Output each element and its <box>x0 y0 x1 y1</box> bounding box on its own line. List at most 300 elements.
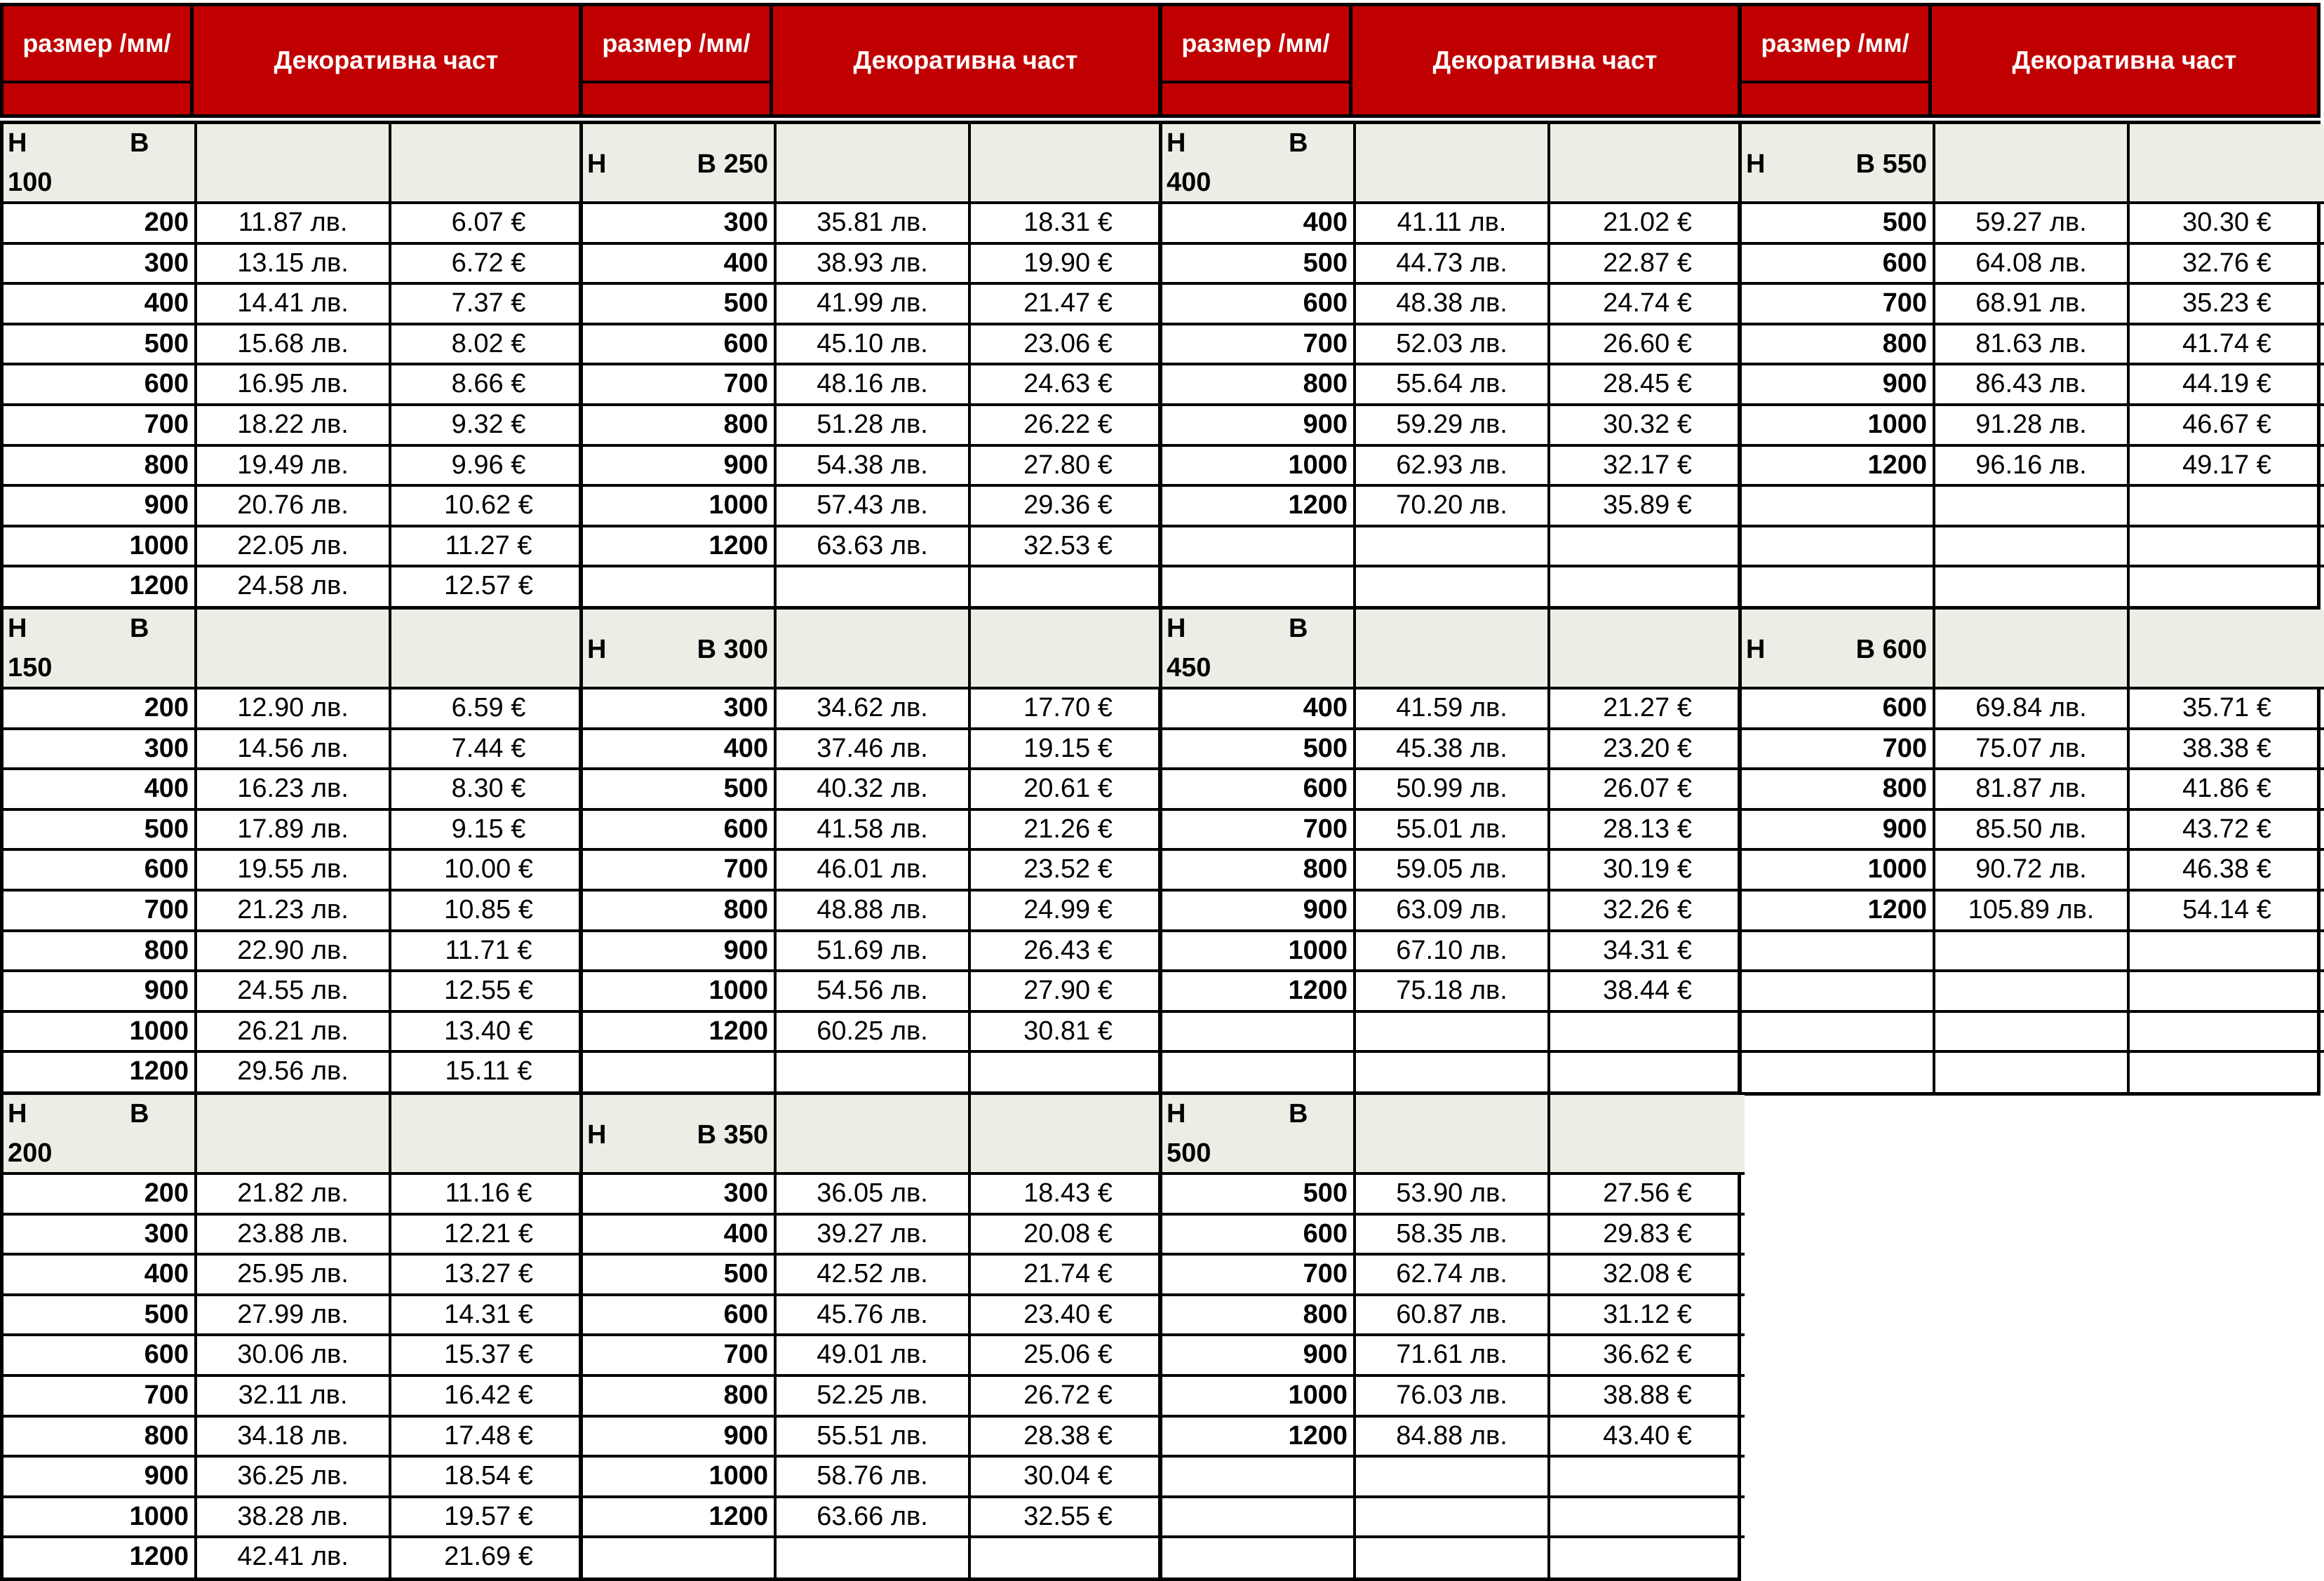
empty-row <box>1162 1013 1738 1054</box>
header-size-cell <box>579 3 773 118</box>
price-eur-cell: 30.30 € <box>2130 204 2324 245</box>
table-row <box>1162 1377 1738 1418</box>
price-eur-cell: 21.27 € <box>1550 689 1745 730</box>
size-cell: 1200 <box>4 1053 197 1094</box>
price-eur-cell <box>971 1053 1165 1094</box>
price-lv-cell: 27.99 лв. <box>197 1296 391 1337</box>
price-eur-cell: 29.83 € <box>1550 1216 1745 1256</box>
price-lv-cell: 60.87 лв. <box>1356 1296 1550 1337</box>
price-eur-cell: 23.52 € <box>971 851 1165 892</box>
size-cell: 1200 <box>583 1013 777 1054</box>
block-dimension-header <box>4 610 197 689</box>
width-label: B <box>130 614 149 643</box>
header-deco-label: Декоративна част <box>274 46 499 74</box>
price-lv-cell: 32.11 лв. <box>197 1377 391 1418</box>
price-lv-cell: 63.66 лв. <box>777 1498 971 1539</box>
price-lv-cell: 63.09 лв. <box>1356 892 1550 932</box>
height-value: 200 <box>8 1138 53 1168</box>
price-lv-cell <box>1935 932 2130 973</box>
size-cell <box>1162 1053 1356 1094</box>
price-lv-cell: 16.95 лв. <box>197 365 391 406</box>
table-row <box>1162 1216 1738 1256</box>
price-eur-cell: 32.17 € <box>1550 447 1745 487</box>
block-price-header <box>1550 1095 1745 1175</box>
size-cell: 1000 <box>1742 406 1935 447</box>
size-cell: 1000 <box>1162 447 1356 487</box>
table-row <box>1162 285 1738 325</box>
size-cell: 400 <box>583 730 777 771</box>
block-dimension-header <box>583 124 777 204</box>
price-lv-cell: 23.88 лв. <box>197 1216 391 1256</box>
table-row <box>1742 406 2317 447</box>
price-eur-cell: 35.23 € <box>2130 285 2324 325</box>
price-eur-cell: 34.31 € <box>1550 932 1745 973</box>
price-lv-cell: 52.03 лв. <box>1356 325 1550 366</box>
price-eur-cell: 6.59 € <box>391 689 586 730</box>
price-block <box>0 1091 582 1581</box>
price-lv-cell <box>1935 567 2130 608</box>
price-lv-cell: 68.91 лв. <box>1935 285 2130 325</box>
price-eur-cell: 35.89 € <box>1550 487 1745 527</box>
price-eur-cell: 18.43 € <box>971 1175 1165 1216</box>
price-lv-cell: 76.03 лв. <box>1356 1377 1550 1418</box>
table-row <box>4 1256 579 1296</box>
block-price-header <box>197 124 391 204</box>
price-lv-cell: 21.82 лв. <box>197 1175 391 1216</box>
size-cell: 900 <box>1742 365 1935 406</box>
price-eur-cell: 17.70 € <box>971 689 1165 730</box>
block-dimension-header <box>1162 610 1356 689</box>
price-lv-cell: 41.59 лв. <box>1356 689 1550 730</box>
price-eur-cell: 29.36 € <box>971 487 1165 527</box>
size-cell: 600 <box>583 325 777 366</box>
size-cell: 800 <box>4 1418 197 1458</box>
price-lv-cell <box>1935 487 2130 527</box>
size-cell: 500 <box>4 1296 197 1337</box>
price-eur-cell: 43.72 € <box>2130 811 2324 852</box>
table-row <box>1742 365 2317 406</box>
empty-row <box>1162 1538 1738 1579</box>
price-eur-cell <box>1550 1498 1745 1539</box>
table-row <box>1742 689 2317 730</box>
price-eur-cell: 41.86 € <box>2130 770 2324 811</box>
size-cell: 1000 <box>583 487 777 527</box>
table-row <box>4 1336 579 1377</box>
price-eur-cell <box>2130 527 2324 568</box>
price-eur-cell: 10.85 € <box>391 892 586 932</box>
price-eur-cell <box>2130 972 2324 1013</box>
size-cell: 800 <box>4 932 197 973</box>
size-cell: 400 <box>583 1216 777 1256</box>
size-cell: 800 <box>1162 851 1356 892</box>
size-cell: 300 <box>4 1216 197 1256</box>
price-eur-cell: 28.38 € <box>971 1418 1165 1458</box>
table-row <box>1162 1175 1738 1216</box>
price-lv-cell: 85.50 лв. <box>1935 811 2130 852</box>
price-lv-cell: 62.93 лв. <box>1356 447 1550 487</box>
price-lv-cell: 17.89 лв. <box>197 811 391 852</box>
table-row <box>583 1377 1158 1418</box>
size-cell <box>1162 1458 1356 1498</box>
size-cell: 1000 <box>4 1013 197 1054</box>
price-lv-cell: 24.58 лв. <box>197 567 391 608</box>
price-eur-cell: 13.40 € <box>391 1013 586 1054</box>
size-cell: 800 <box>4 447 197 487</box>
table-row <box>1742 811 2317 852</box>
price-block <box>1738 121 2320 610</box>
price-eur-cell <box>1550 1538 1745 1579</box>
header-size-label: размер /мм/ <box>583 6 770 83</box>
block-price-header <box>1356 610 1550 689</box>
table-row <box>4 972 579 1013</box>
table-row <box>583 1336 1158 1377</box>
table-row <box>1162 447 1738 487</box>
price-eur-cell: 14.31 € <box>391 1296 586 1337</box>
price-lv-cell: 59.05 лв. <box>1356 851 1550 892</box>
price-lv-cell: 59.29 лв. <box>1356 406 1550 447</box>
size-cell: 700 <box>1162 325 1356 366</box>
size-cell: 700 <box>583 1336 777 1377</box>
price-eur-cell <box>1550 567 1745 608</box>
table-row <box>4 245 579 285</box>
table-row <box>1162 325 1738 366</box>
price-eur-cell: 23.06 € <box>971 325 1165 366</box>
size-cell: 900 <box>583 447 777 487</box>
price-eur-cell: 7.44 € <box>391 730 586 771</box>
height-label: H <box>8 1099 27 1129</box>
block-price-header <box>2130 124 2324 204</box>
header-size-cell <box>1738 3 1932 118</box>
price-eur-cell: 9.32 € <box>391 406 586 447</box>
size-cell <box>583 567 777 608</box>
price-lv-cell: 38.28 лв. <box>197 1498 391 1539</box>
price-eur-cell <box>1550 1013 1745 1054</box>
table-row <box>4 730 579 771</box>
price-lv-cell: 55.64 лв. <box>1356 365 1550 406</box>
price-lv-cell <box>1356 567 1550 608</box>
price-eur-cell: 19.90 € <box>971 245 1165 285</box>
table-row <box>583 285 1158 325</box>
price-eur-cell <box>1550 1053 1745 1094</box>
price-eur-cell: 23.20 € <box>1550 730 1745 771</box>
price-block <box>579 1091 1162 1581</box>
price-lv-cell <box>777 1538 971 1579</box>
price-lv-cell: 42.52 лв. <box>777 1256 971 1296</box>
price-eur-cell: 38.38 € <box>2130 730 2324 771</box>
price-eur-cell: 41.74 € <box>2130 325 2324 366</box>
price-lv-cell <box>1935 1013 2130 1054</box>
size-cell: 700 <box>4 406 197 447</box>
size-cell: 1200 <box>1162 972 1356 1013</box>
table-row <box>4 365 579 406</box>
price-lv-cell: 24.55 лв. <box>197 972 391 1013</box>
header-deco-cell <box>770 3 1162 118</box>
size-cell: 800 <box>583 406 777 447</box>
size-cell: 200 <box>4 204 197 245</box>
price-lv-cell <box>1356 1498 1550 1539</box>
table-row <box>1742 851 2317 892</box>
header-size-label: размер /мм/ <box>1162 6 1349 83</box>
price-eur-cell: 32.55 € <box>971 1498 1165 1539</box>
price-lv-cell: 41.58 лв. <box>777 811 971 852</box>
header-size-label: размер /мм/ <box>4 6 190 83</box>
price-eur-cell: 32.26 € <box>1550 892 1745 932</box>
size-cell: 900 <box>4 487 197 527</box>
table-row <box>4 1498 579 1539</box>
size-cell: 400 <box>4 1256 197 1296</box>
empty-row <box>1742 567 2317 608</box>
price-lv-cell: 58.35 лв. <box>1356 1216 1550 1256</box>
table-row <box>4 406 579 447</box>
height-value: 400 <box>1167 168 1211 197</box>
height-label: H <box>8 614 27 643</box>
price-lv-cell <box>777 567 971 608</box>
empty-row <box>1742 972 2317 1013</box>
price-eur-cell: 24.99 € <box>971 892 1165 932</box>
table-row <box>4 1538 579 1579</box>
price-eur-cell: 18.31 € <box>971 204 1165 245</box>
table-row <box>583 1498 1158 1539</box>
table-row <box>4 1175 579 1216</box>
table-row <box>583 972 1158 1013</box>
size-cell: 1200 <box>1742 892 1935 932</box>
height-label: H <box>587 1120 607 1150</box>
price-lv-cell: 34.18 лв. <box>197 1418 391 1458</box>
price-eur-cell: 11.27 € <box>391 527 586 568</box>
height-label: H <box>587 635 607 664</box>
price-lv-cell: 48.38 лв. <box>1356 285 1550 325</box>
size-cell <box>1162 567 1356 608</box>
table-row <box>4 770 579 811</box>
size-cell: 900 <box>1162 1336 1356 1377</box>
block-dimension-header <box>1162 124 1356 204</box>
price-lv-cell: 12.90 лв. <box>197 689 391 730</box>
price-lv-cell <box>777 1053 971 1094</box>
price-eur-cell: 9.96 € <box>391 447 586 487</box>
table-row <box>583 487 1158 527</box>
empty-row <box>583 1538 1158 1579</box>
table-row <box>1742 892 2317 932</box>
price-lv-cell: 20.76 лв. <box>197 487 391 527</box>
size-cell: 900 <box>1742 811 1935 852</box>
size-cell: 600 <box>4 851 197 892</box>
price-eur-cell <box>1550 1458 1745 1498</box>
price-block <box>0 121 582 610</box>
price-lv-cell: 53.90 лв. <box>1356 1175 1550 1216</box>
size-cell: 900 <box>583 1418 777 1458</box>
table-row <box>1162 204 1738 245</box>
table-row <box>1162 245 1738 285</box>
empty-row <box>583 1053 1158 1094</box>
price-lv-cell: 40.32 лв. <box>777 770 971 811</box>
price-lv-cell: 51.28 лв. <box>777 406 971 447</box>
table-row <box>1742 730 2317 771</box>
price-lv-cell: 19.55 лв. <box>197 851 391 892</box>
price-eur-cell: 10.62 € <box>391 487 586 527</box>
price-lv-cell: 14.56 лв. <box>197 730 391 771</box>
size-cell: 800 <box>1742 770 1935 811</box>
table-row <box>4 932 579 973</box>
price-block <box>0 606 582 1096</box>
size-cell: 500 <box>4 811 197 852</box>
price-eur-cell: 32.08 € <box>1550 1256 1745 1296</box>
size-cell <box>1742 487 1935 527</box>
height-value: 450 <box>1167 653 1211 682</box>
price-lv-cell <box>1356 1538 1550 1579</box>
price-lv-cell: 96.16 лв. <box>1935 447 2130 487</box>
size-cell: 600 <box>583 1296 777 1337</box>
size-cell: 1200 <box>4 567 197 608</box>
block-price-header <box>971 610 1165 689</box>
price-eur-cell: 13.27 € <box>391 1256 586 1296</box>
price-eur-cell: 21.74 € <box>971 1256 1165 1296</box>
size-cell: 800 <box>583 892 777 932</box>
header-size-cell <box>1159 3 1352 118</box>
price-lv-cell: 42.41 лв. <box>197 1538 391 1579</box>
price-lv-cell: 71.61 лв. <box>1356 1336 1550 1377</box>
block-dimension-header <box>1742 124 1935 204</box>
price-eur-cell: 27.80 € <box>971 447 1165 487</box>
price-eur-cell: 24.74 € <box>1550 285 1745 325</box>
table-row <box>583 932 1158 973</box>
size-cell: 800 <box>1162 365 1356 406</box>
price-lv-cell: 30.06 лв. <box>197 1336 391 1377</box>
table-row <box>1742 447 2317 487</box>
size-cell: 600 <box>583 811 777 852</box>
price-eur-cell: 8.30 € <box>391 770 586 811</box>
table-row <box>4 1013 579 1054</box>
size-cell: 600 <box>1742 689 1935 730</box>
price-eur-cell: 15.11 € <box>445 1056 532 1086</box>
table-row <box>4 567 579 608</box>
table-row <box>583 892 1158 932</box>
size-cell <box>1162 1538 1356 1579</box>
block-price-header <box>1356 124 1550 204</box>
price-eur-cell: 43.40 € <box>1550 1418 1745 1458</box>
header-size-cell <box>0 3 194 118</box>
size-cell: 900 <box>4 1458 197 1498</box>
size-cell: 300 <box>583 204 777 245</box>
price-lv-cell: 60.25 лв. <box>777 1013 971 1054</box>
price-eur-cell: 9.15 € <box>391 811 586 852</box>
table-row <box>1162 1256 1738 1296</box>
price-lv-cell: 59.27 лв. <box>1935 204 2130 245</box>
price-eur-cell: 6.72 € <box>391 245 586 285</box>
size-cell: 400 <box>4 770 197 811</box>
table-row <box>583 365 1158 406</box>
height-label: H <box>8 128 27 158</box>
price-lv-cell: 46.01 лв. <box>777 851 971 892</box>
block-price-header <box>391 124 586 204</box>
price-eur-cell <box>2130 1053 2324 1094</box>
table-row <box>1162 730 1738 771</box>
price-eur-cell: 31.12 € <box>1550 1296 1745 1337</box>
price-lv-cell: 36.25 лв. <box>197 1458 391 1498</box>
empty-row <box>583 567 1158 608</box>
empty-row <box>1742 527 2317 568</box>
header-deco-label: Декоративна част <box>1432 46 1658 74</box>
table-row <box>1742 325 2317 366</box>
price-eur-cell: 11.71 € <box>391 932 586 973</box>
size-cell: 400 <box>1162 689 1356 730</box>
size-cell: 700 <box>4 1377 197 1418</box>
block-dimension-header <box>1742 610 1935 689</box>
price-eur-cell: 12.21 € <box>391 1216 586 1256</box>
price-eur-cell: 26.22 € <box>971 406 1165 447</box>
size-cell: 1200 <box>4 1538 197 1579</box>
table-row <box>1742 285 2317 325</box>
price-eur-cell: 38.88 € <box>1550 1377 1745 1418</box>
size-cell: 1200 <box>583 527 777 568</box>
size-cell <box>1742 972 1935 1013</box>
size-cell: 700 <box>583 851 777 892</box>
size-cell: 300 <box>583 1175 777 1216</box>
size-cell: 400 <box>4 285 197 325</box>
empty-row <box>1162 1498 1738 1539</box>
price-lv-cell <box>1356 1053 1550 1094</box>
table-row <box>4 892 579 932</box>
table-row <box>583 325 1158 366</box>
price-eur-cell: 21.02 € <box>1550 204 1745 245</box>
price-lv-cell <box>1356 527 1550 568</box>
price-lv-cell <box>1356 1013 1550 1054</box>
price-lv-cell: 35.81 лв. <box>777 204 971 245</box>
block-price-header <box>197 1095 391 1175</box>
table-row <box>4 447 579 487</box>
header-size-label: размер /мм/ <box>1742 6 1928 83</box>
price-eur-cell: 15.37 € <box>391 1336 586 1377</box>
empty-row <box>1162 1458 1738 1498</box>
empty-row <box>1742 1013 2317 1054</box>
table-row <box>4 1418 579 1458</box>
price-lv-cell: 18.22 лв. <box>197 406 391 447</box>
block-dimension-header <box>4 124 197 204</box>
table-row <box>4 1216 579 1256</box>
price-lv-cell: 39.27 лв. <box>777 1216 971 1256</box>
price-eur-cell: 28.13 € <box>1550 811 1745 852</box>
table-row <box>4 487 579 527</box>
price-eur-cell: 25.06 € <box>971 1336 1165 1377</box>
table-row <box>4 285 579 325</box>
price-eur-cell: 49.17 € <box>2130 447 2324 487</box>
width-label: B <box>1289 1099 1308 1129</box>
table-row <box>583 406 1158 447</box>
size-cell: 1000 <box>1742 851 1935 892</box>
price-lv-cell: 91.28 лв. <box>1935 406 2130 447</box>
size-cell: 900 <box>583 932 777 973</box>
table-row <box>1162 972 1738 1013</box>
table-row <box>583 1216 1158 1256</box>
price-eur-cell: 19.15 € <box>971 730 1165 771</box>
size-cell <box>1162 1498 1356 1539</box>
height-label: H <box>1167 128 1186 158</box>
price-block <box>579 606 1162 1096</box>
size-cell: 1000 <box>583 1458 777 1498</box>
price-eur-cell: 32.76 € <box>2130 245 2324 285</box>
size-cell <box>1162 1013 1356 1054</box>
size-cell: 900 <box>1162 892 1356 932</box>
size-cell <box>1742 527 1935 568</box>
size-cell: 1000 <box>1162 1377 1356 1418</box>
size-cell: 700 <box>1162 811 1356 852</box>
price-lv-cell: 49.01 лв. <box>777 1336 971 1377</box>
price-lv-cell: 16.23 лв. <box>197 770 391 811</box>
size-cell: 1000 <box>4 527 197 568</box>
block-price-header <box>391 1095 586 1175</box>
price-lv-cell: 81.63 лв. <box>1935 325 2130 366</box>
price-eur-cell: 30.32 € <box>1550 406 1745 447</box>
empty-row <box>1162 527 1738 568</box>
